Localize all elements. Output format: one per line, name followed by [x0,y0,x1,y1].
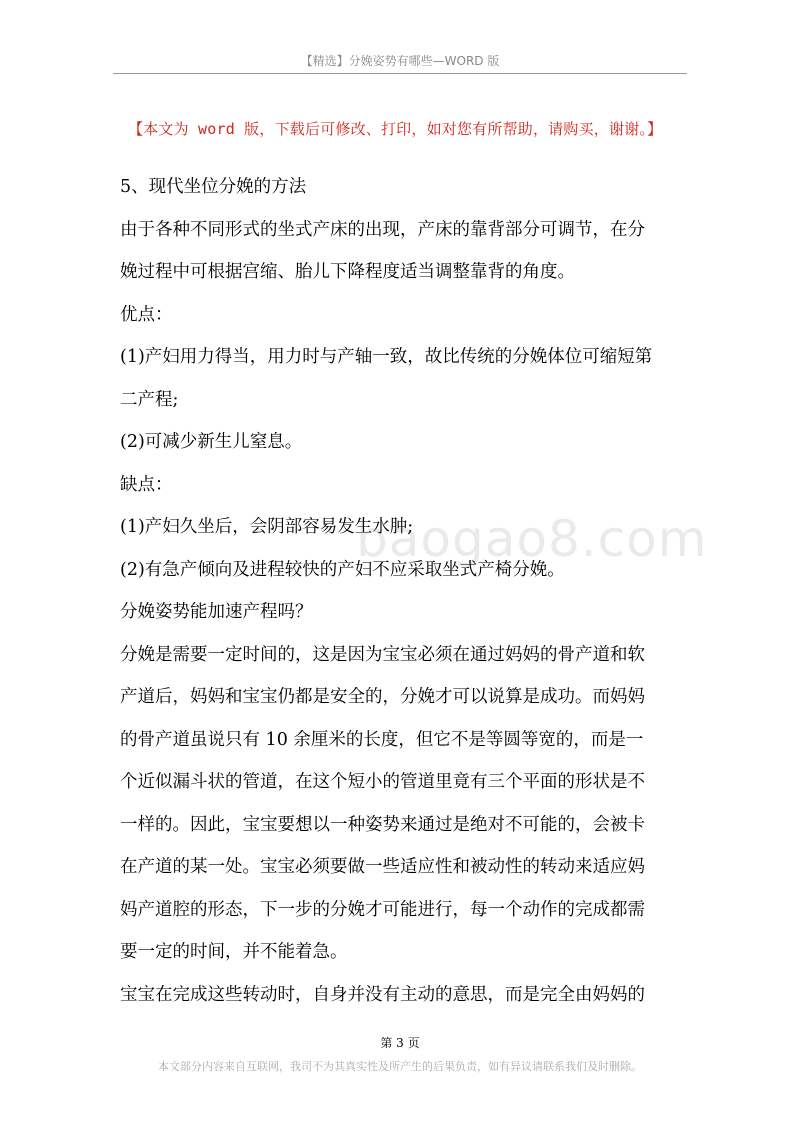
document-body [120,166,690,1016]
section-heading: 5、现代坐位分娩的方法 [120,177,307,197]
question-heading: 分娩姿势能加速产程吗？ [120,602,313,622]
purchase-notice: 【本文为 word 版，下载后可修改、打印，如对您有所帮助，请购买，谢谢。】 [128,120,663,138]
advantages-heading: 优点： [120,304,173,325]
body-line: 妈产道腔的形态，下一步的分娩才可能进行，每一个动作的完成都需 [120,899,645,920]
body-line: 娩过程中可根据宫缩、胎儿下降程度适当调整靠背的角度。 [120,262,575,282]
body-line: (2)有急产倾向及进程较快的产妇不应采取坐式产椅分娩。 [120,559,565,580]
footer-disclaimer: 本文部分内容来自互联网，我司不为其真实性及所产生的后果负责，如有异议请联系我们及时删除。 [158,1060,642,1073]
watermark: baogao8.com [356,510,708,568]
page-number: 第 3 页 [380,1036,420,1050]
body-line: 要一定的时间，并不能着急。 [120,942,348,962]
body-line: 由于各种不同形式的坐式产床的出现，产床的靠背部分可调节，在分 [120,219,645,240]
header-divider [113,73,687,74]
body-line: (1)产妇久坐后，会阴部容易发生水肿; [120,517,414,537]
body-line: 在产道的某一处。宝宝必须要做一些适应性和被动性的转动来适应妈 [120,857,645,877]
body-line: 产道后，妈妈和宝宝仍都是安全的，分娩才可以说算是成功。而妈妈 [120,687,645,707]
body-line: 分娩是需要一定时间的，这是因为宝宝必须在通过妈妈的骨产道和软 [120,644,645,665]
body-line: 宝宝在完成这些转动时，自身并没有主动的意思，而是完全由妈妈的 [120,984,645,1005]
body-line: 的骨产道虽说只有 10 余厘米的长度，但它不是等圆等宽的，而是一 [120,729,644,750]
body-line: 一样的。因此，宝宝要想以一种姿势来通过是绝对不可能的，会被卡 [120,814,645,835]
body-line: 二产程; [120,389,179,410]
body-line: (2)可减少新生儿窒息。 [120,432,303,452]
body-line: 个近似漏斗状的管道，在这个短小的管道里竟有三个平面的形状是不 [120,772,645,792]
page-header: 【精选】分娩姿势有哪些—WORD 版 [300,54,500,68]
disadvantages-heading: 缺点： [120,474,173,495]
body-line: (1)产妇用力得当，用力时与产轴一致，故比传统的分娩体位可缩短第 [120,347,653,367]
